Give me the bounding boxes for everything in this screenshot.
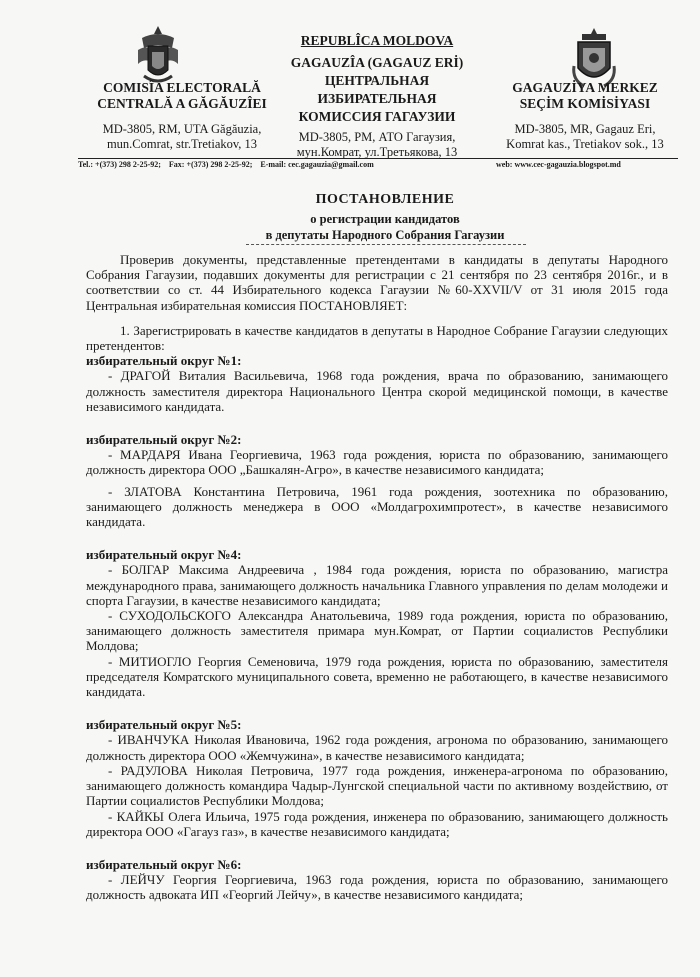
header-right-column [485,80,685,152]
address-ru [282,130,472,160]
header-middle-address-line1: MD-3805, РМ, АТО Гагаузия, [298,130,456,144]
header-middle-address-line2: мун.Комрат, ул.Третьякова, 13 [296,145,458,159]
document-title-block [240,192,530,243]
district-heading: избирательный округ №5: [86,717,242,733]
phone-number: Tel.: +(373) 298 2-25-92; [78,160,161,169]
header-left-title-line1: COMISÎA ELECTORALĂ [103,80,261,95]
commission-name-ro [82,80,282,112]
contact-line [78,158,678,169]
candidate-entry: - МАРДАРЯ Ивана Георгиевича, 1963 года рождения, юриста по образованию, занимающего должность директора ООО „Башкалян-Агро», в качестве независимого кандидата; [86,447,668,478]
header-left-title-line2: CENTRALĂ A GĂGĂUZÎEI [97,96,267,111]
header-right-title-line1: GAGAUZİYA MERKEZ [512,80,658,95]
fax-number: Fax: +(373) 298 2-25-92; [168,160,253,169]
gagauzia-name: GAGAUZÎA (GAGAUZ ERİ) [290,55,464,70]
district-heading: избирательный округ №4: [86,547,242,563]
address-gag [485,122,685,152]
point-1: 1. Зарегистрировать в качестве кандидатов в депутаты в Народное Собрание Гагаузии следующих претендентов: [86,322,668,354]
document-body [86,252,668,903]
header-middle-title-line3: ЦЕНТРАЛЬНАЯ [324,73,430,88]
header-right-title-line2: SEÇİM KOMİSİYASI [519,96,651,111]
document-subtitle-2: в депутаты Народного Собрания Гагаузии [265,228,505,242]
email-address: E-mail: cec.gagauzia@gmail.com [260,160,374,169]
document-title: ПОСТАНОВЛЕНИЕ [315,192,455,207]
district-heading: избирательный округ №2: [86,432,242,448]
district-heading: избирательный округ №1: [86,353,242,369]
header-left-address-line1: MD-3805, RM, UTA Găgăuzia, [102,122,262,136]
header-middle-column [282,33,472,160]
candidate-entry: - СУХОДОЛЬСКОГО Александра Анатольевича, 1989 года рождения, юриста по образованию, занимающего должность заместителя примара мун.Комрат, от Партии социалистов Республики Молдова; [86,608,668,654]
website-address: web: www.cec-gagauzia.blogspot.md [496,160,621,169]
district-heading: избирательный округ №6: [86,856,242,872]
candidate-entry: - ЛЕЙЧУ Георгия Георгиевича, 1963 года рождения, юриста по образованию, занимающего должность адвоката ИП «Георгий Лейчу», в качестве независимого кандидата; [86,872,668,903]
header-middle-title-line5: КОМИССИЯ ГАГАУЗИИ [298,109,456,124]
candidate-entry: - ДРАГОЙ Виталия Васильевича, 1968 года рождения, врача по образованию, занимающего должность заместителя директора Национального Центра скорой медицинской помощи, в качестве независимого кандидата. [86,368,668,414]
address-ro [82,122,282,152]
header-right-address-line1: MD-3805, MR, Gagauz Eri, [514,122,656,136]
candidate-entry: - РАДУЛОВА Николая Петровича, 1977 года рождения, инженера-агронома по образованию, занимающего должность командира Чадыр-Лунгской специальной части по активному воздействию, от Партии социалистов Республики Молдова; [86,762,668,809]
republic-name: REPUBLÎCA MOLDOVA [300,33,454,48]
commission-name-gag [485,80,685,112]
document-subtitle-1: о регистрации кандидатов [310,212,460,226]
header-left-column [82,80,282,152]
candidate-entry: - ИВАНЧУКА Николая Ивановича, 1962 года рождения, агронома по образованию, занимающего должность директора ООО «Жемчужина», в качестве независимого кандидата; [86,732,668,763]
preamble: Проверив документы, представленные претендентами в кандидаты в депутаты Народного Собрания Гагаузии, подавших документы для регистрации с 21 сентября по 23 сентября 2016г., и в соответствии со ст. 44 Избирательного кодекса Гагаузии №60-XXVII/V от 31 июля 2015 года Центральная избирательная комиссия ПОСТАНОВЛЯЕТ: [86,252,668,313]
candidate-entry: - ЗЛАТОВА Константина Петровича, 1961 года рождения, зоотехника по образованию, занимающего должность менеджера в ООО «Молдагрохимпротест», в качестве независимого кандидата. [86,483,668,530]
title-divider [246,244,526,245]
header-middle-title-line4: ИЗБИРАТЕЛЬНАЯ [317,91,437,106]
candidate-entry: - БОЛГАР Максима Андреевича , 1984 года рождения, юриста по образованию, магистра международного права, занимающего должность начальника Главного управления по делам молодежи и спорта Гагаузии, в качестве независимого кандидата; [86,562,668,608]
candidate-entry: - МИТИОГЛО Георгия Семеновича, 1979 года рождения, юриста по образованию, заместителя председателя Комратского муниципального совета, временно не работающего, в качестве независимого кандидата. [86,653,668,700]
candidate-entry: - КАЙКЫ Олега Ильича, 1975 года рождения, инженера по образованию, занимающего должность директора ООО «Гагауз газ», в качестве независимого кандидата; [86,808,668,839]
header-right-address-line2: Komrat kas., Tretiakov sok., 13 [506,137,664,151]
header-left-address-line2: mun.Comrat, str.Tretiakov, 13 [106,137,258,151]
